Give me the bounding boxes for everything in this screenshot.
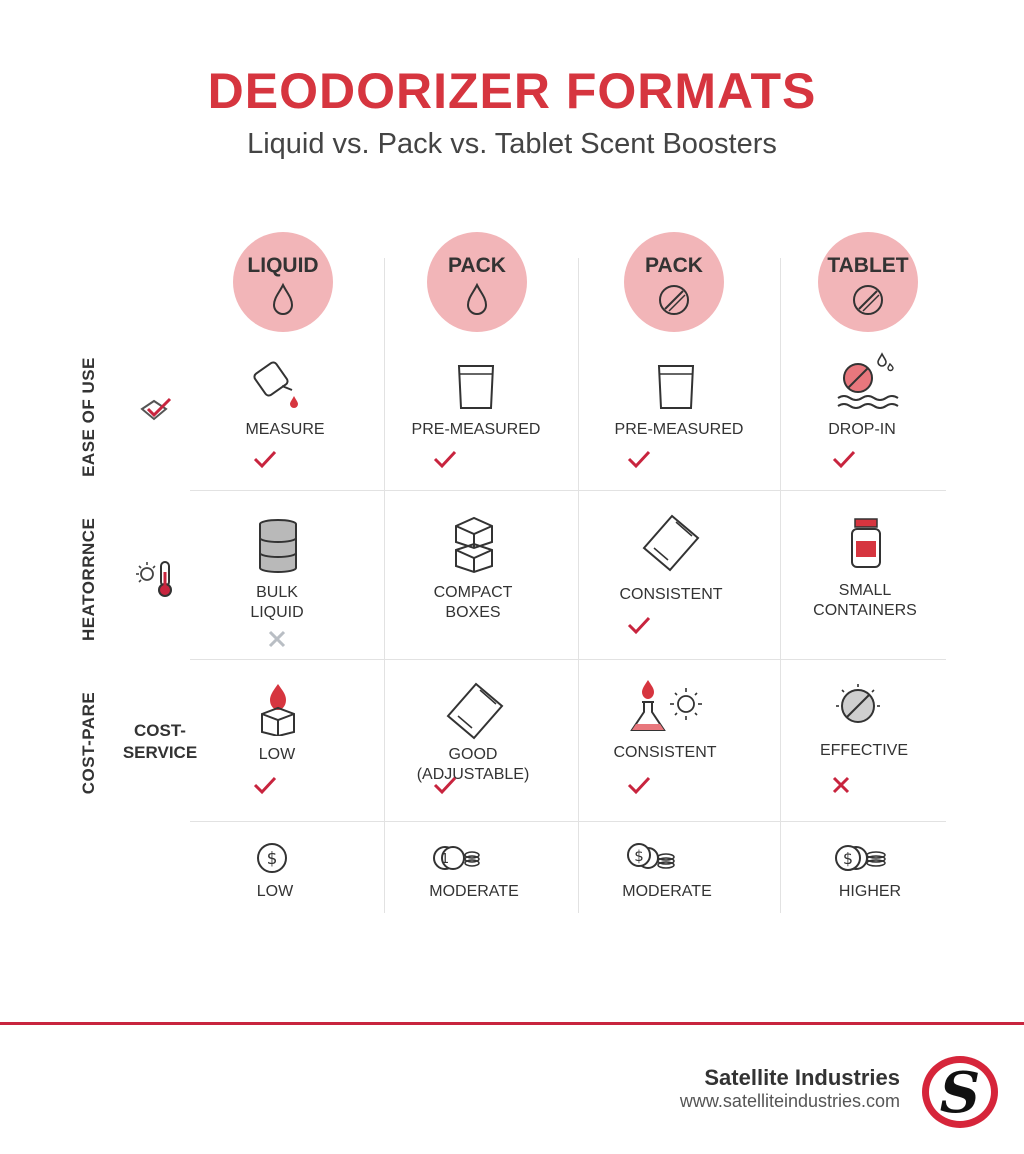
dollar-coins-icon xyxy=(834,842,888,876)
column-header-tablet xyxy=(818,232,918,332)
cell-price-pack-1: MODERATE xyxy=(429,883,519,900)
tablet-sparkle-icon xyxy=(834,682,882,730)
boxes-icon xyxy=(450,514,498,574)
pouch-icon xyxy=(453,360,499,412)
check-icon xyxy=(626,448,652,470)
cell-ease-pack-1: PRE-MEASURED xyxy=(411,421,541,438)
company-name: Satellite Industries xyxy=(704,1065,900,1090)
cell-ease-tablet: DROP-IN xyxy=(828,421,896,438)
cross-icon xyxy=(266,628,288,650)
check-icon xyxy=(626,774,652,796)
pouring-bottle-icon xyxy=(252,356,304,412)
temperature-icon xyxy=(133,556,177,600)
check-icon xyxy=(831,448,857,470)
box-flame-icon xyxy=(258,682,298,736)
cell-heat-pack-2: CONSISTENT xyxy=(619,586,723,603)
grid-divider xyxy=(190,821,946,822)
column-label: PACK xyxy=(645,254,703,277)
cell-ease-liquid: MEASURE xyxy=(245,421,325,438)
cell-price-tablet: HIGHER xyxy=(838,883,902,900)
cell-price-liquid: LOW xyxy=(256,883,294,900)
cell-price-pack-2: MODERATE xyxy=(622,883,712,900)
footer-divider xyxy=(0,1022,1024,1025)
tablet-icon xyxy=(656,282,692,318)
column-header-liquid xyxy=(233,232,333,332)
droplet-icon xyxy=(267,282,299,318)
check-icon xyxy=(432,448,458,470)
page-title: DEODORIZER FORMATS xyxy=(207,63,817,119)
tablet-icon xyxy=(850,282,886,318)
grid-divider xyxy=(578,258,579,913)
grid-divider xyxy=(190,490,946,491)
check-icon xyxy=(252,774,278,796)
grid-divider xyxy=(190,659,946,660)
cross-icon xyxy=(830,774,852,796)
svg-text:$: $ xyxy=(634,847,644,865)
grid-divider xyxy=(780,258,781,913)
row-label-cost-service: COST- SERVICE xyxy=(122,721,198,762)
cell-heat-tablet: SMALL CONTAINERS xyxy=(813,582,917,619)
check-icon xyxy=(252,448,278,470)
pouch-icon xyxy=(653,360,699,412)
svg-text:1: 1 xyxy=(440,852,450,867)
column-label: TABLET xyxy=(827,254,909,277)
check-icon xyxy=(432,774,458,796)
row-label-ease-of-use: EASE OF USE xyxy=(79,357,98,477)
cell-ease-pack-2: PRE-MEASURED xyxy=(614,421,744,438)
row-label-cost-pare: COST-PARE xyxy=(79,691,98,795)
cell-cost-tablet: EFFECTIVE xyxy=(819,742,908,759)
jar-icon xyxy=(848,517,884,571)
check-icon xyxy=(626,614,652,636)
check-box-icon xyxy=(138,395,174,427)
flask-sun-icon xyxy=(628,678,708,736)
company-website[interactable]: www.satelliteindustries.com xyxy=(679,1091,900,1111)
cell-heat-pack-1: COMPACT BOXES xyxy=(433,584,513,621)
page-subtitle: Liquid vs. Pack vs. Tablet Scent Boosters xyxy=(247,128,777,160)
column-label: PACK xyxy=(448,254,506,277)
company-logo-icon xyxy=(918,1052,1002,1132)
sachet-icon xyxy=(444,680,506,742)
sachet-icon xyxy=(640,512,702,574)
tablet-in-water-icon xyxy=(836,350,900,412)
logo-letter: S xyxy=(939,1060,981,1126)
row-label-heat: HEATORRNCE xyxy=(79,517,98,641)
dollar-coins-icon xyxy=(626,840,676,874)
cell-heat-liquid: BULK LIQUID xyxy=(250,584,304,621)
column-header-pack-2 xyxy=(624,232,724,332)
droplet-icon xyxy=(461,282,493,318)
cell-cost-pack-1: GOOD (ADJUSTABLE) xyxy=(416,746,530,783)
column-header-pack-1 xyxy=(427,232,527,332)
column-label: LIQUID xyxy=(247,254,319,277)
svg-text:$: $ xyxy=(842,849,854,868)
barrel-icon xyxy=(256,518,300,576)
grid-divider xyxy=(384,258,385,913)
svg-text:$: $ xyxy=(266,849,278,869)
cell-cost-pack-2: CONSISTENT xyxy=(613,744,717,761)
cell-cost-liquid: LOW xyxy=(258,746,296,763)
coin-stack-icon xyxy=(432,842,480,874)
dollar-coin-icon xyxy=(256,842,288,874)
